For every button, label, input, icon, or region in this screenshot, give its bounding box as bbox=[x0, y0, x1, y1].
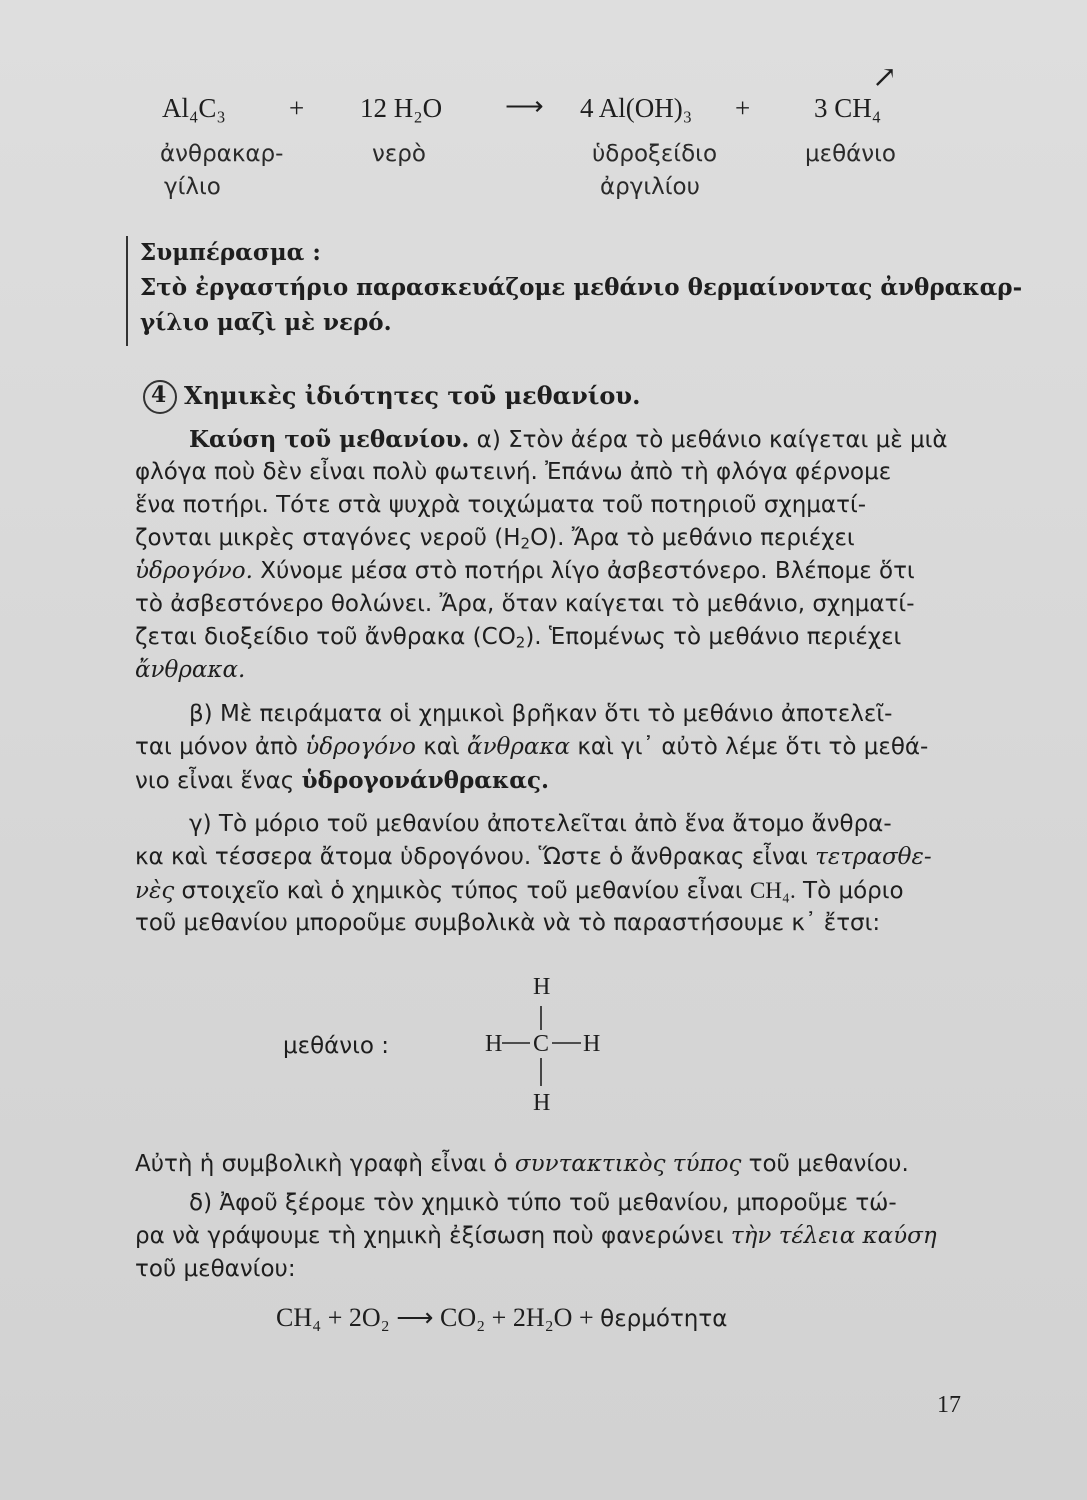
para-a-line-8 bbox=[135, 654, 245, 687]
para-d-complete-combustion: τὴν τέλεια καύση bbox=[730, 1223, 937, 1249]
para-b-line-3 bbox=[135, 764, 549, 798]
para-a-l7b: ). Ἑπομένως τὸ μεθάνιο περιέχει bbox=[525, 624, 902, 650]
eq-term-methane: 3 CH₄ bbox=[814, 93, 882, 123]
para-c-l3a: στοιχεῖο καὶ ὁ χημικὸς τύπος τοῦ μεθανίου εἶναι bbox=[174, 878, 750, 904]
para-a-rest: α) Στὸν ἀέρα τὸ μεθάνιο καίγεται μὲ μιὰ bbox=[469, 427, 948, 453]
structure-h-left: H bbox=[485, 1031, 503, 1057]
eq-plus-1: + bbox=[289, 93, 305, 123]
after-l1b: τοῦ μεθανίου. bbox=[741, 1151, 909, 1177]
label-hydroxide-1: ὑδροξείδιο bbox=[592, 141, 718, 167]
eq-term-al4c3: Al₄C₃ bbox=[162, 93, 226, 123]
para-d-l2a: ρα νὰ γράψουμε τὴ χημικὴ ἐξίσωση ποὺ φανερώνει bbox=[135, 1223, 731, 1249]
eq-term-water: 12 H₂O bbox=[360, 93, 443, 123]
comb-heat: θερμότητα bbox=[600, 1306, 728, 1332]
structure-label: μεθάνιο : bbox=[283, 1033, 390, 1059]
para-a-line-5 bbox=[135, 555, 915, 588]
para-a-bold: Καύση τοῦ μεθανίου. bbox=[189, 426, 470, 453]
para-c-line-3 bbox=[135, 874, 904, 908]
label-methane: μεθάνιο bbox=[805, 141, 897, 167]
label-hydroxide-2: ἀργιλίου bbox=[600, 174, 700, 200]
comb-h2o: 2H₂O bbox=[512, 1303, 573, 1332]
para-c-line-2 bbox=[135, 841, 932, 874]
para-a-carbon: ἄνθρακα. bbox=[135, 657, 246, 683]
after-structural-formula: συντακτικὸς τύπος bbox=[514, 1151, 742, 1177]
after-l1a: Αὐτὴ ἡ συμβολικὴ γραφὴ εἶναι ὁ bbox=[135, 1151, 515, 1177]
conclusion-bar bbox=[126, 236, 128, 346]
para-d-line-1: δ) Ἀφοῦ ξέρομε τὸν χημικὸ τύπο τοῦ μεθανίου, μποροῦμε τώ- bbox=[189, 1190, 897, 1216]
para-b-l2b: καὶ bbox=[415, 734, 468, 760]
para-a-hydrogen: ὑδρογόνο. bbox=[135, 558, 253, 584]
gas-arrow-icon: ↗ bbox=[872, 60, 898, 95]
para-b-line-1: β) Μὲ πειράματα οἱ χημικοὶ βρῆκαν ὅτι τὸ μεθάνιο ἀποτελεῖ- bbox=[189, 701, 893, 727]
para-b-l2c: καὶ γι᾽ αὐτὸ λέμε ὅτι τὸ μεθά- bbox=[570, 734, 929, 760]
para-c-tetravalent-2: νὲς bbox=[135, 878, 175, 904]
para-a-l7-sub: 2 bbox=[515, 633, 526, 652]
comb-co2: CO₂ bbox=[439, 1303, 486, 1332]
label-water: νερὸ bbox=[372, 141, 426, 167]
para-b-carbon: ἄνθρακα bbox=[467, 734, 571, 760]
para-a-l4a: ζονται μικρὲς σταγόνες νεροῦ (H bbox=[135, 525, 521, 551]
para-a-l4b: O). Ἄρα τὸ μεθάνιο περιέχει bbox=[530, 525, 855, 551]
comb-o2: 2O₂ bbox=[348, 1303, 390, 1332]
para-b-hydrocarbon: ὑδρογονάνθρακας. bbox=[301, 767, 549, 794]
comb-plus-2: + bbox=[491, 1303, 507, 1332]
conclusion-line-2: γίλιο μαζὶ μὲ νερό. bbox=[140, 309, 392, 336]
para-a-line-1 bbox=[189, 423, 948, 457]
para-c-line-1: γ) Τὸ μόριο τοῦ μεθανίου ἀποτελεῖται ἀπὸ ἕνα ἄτομο ἄνθρα- bbox=[189, 811, 892, 837]
conclusion-heading: Συμπέρασμα : bbox=[140, 239, 321, 266]
conclusion-line-1: Στὸ ἐργαστήριο παρασκευάζομε μεθάνιο θερμαίνοντας ἀνθρακαρ- bbox=[140, 274, 1023, 301]
structural-formula-sentence bbox=[135, 1148, 909, 1181]
comb-plus-3: + bbox=[578, 1303, 594, 1332]
para-d-line-2 bbox=[135, 1220, 937, 1253]
eq-arrow: ⟶ bbox=[505, 91, 544, 121]
para-c-line-4: τοῦ μεθανίου μποροῦμε συμβολικὰ νὰ τὸ παραστήσουμε κ᾽ ἔτσι: bbox=[135, 910, 881, 936]
label-aluminium-carbide-1: ἀνθρακαρ- bbox=[160, 141, 284, 167]
structure-h-right: H bbox=[583, 1031, 601, 1057]
para-b-hydrogen: ὑδρογόνο bbox=[305, 734, 416, 760]
eq-term-aluminium-hydroxide: 4 Al(OH)₃ bbox=[580, 93, 693, 123]
combustion-equation bbox=[276, 1303, 727, 1333]
para-d-line-3: τοῦ μεθανίου: bbox=[135, 1256, 296, 1282]
para-c-l3b: Τὸ μόριο bbox=[795, 878, 904, 904]
comb-plus-1: + bbox=[327, 1303, 343, 1332]
para-a-line-6: τὸ ἀσβεστόνερο θολώνει. Ἄρα, ὅταν καίγεται τὸ μεθάνιο, σχηματί- bbox=[135, 591, 915, 617]
para-a-l7a: ζεται διοξείδιο τοῦ ἄνθρακα (CO bbox=[135, 624, 516, 650]
para-c-formula: CH₄. bbox=[749, 878, 796, 903]
label-aluminium-carbide-2: γίλιο bbox=[164, 174, 221, 200]
eq-plus-2: + bbox=[735, 93, 751, 123]
para-a-line-7 bbox=[135, 621, 901, 660]
section-title: Χημικὲς ἰδιότητες τοῦ μεθανίου. bbox=[184, 381, 641, 410]
structure-h-top: H bbox=[533, 974, 551, 1000]
para-c-l2a: κα καὶ τέσσερα ἄτομα ὑδρογόνου. Ὥστε ὁ ἄνθρακας εἶναι bbox=[135, 844, 816, 870]
para-c-tetravalent-1: τετρασθε- bbox=[815, 844, 932, 870]
structure-c: C bbox=[533, 1031, 550, 1057]
para-a-line-2: φλόγα ποὺ δὲν εἶναι πολὺ φωτεινή. Ἐπάνω ἀπὸ τὴ φλόγα φέρνομε bbox=[135, 459, 892, 485]
structure-bonds bbox=[480, 990, 610, 1100]
comb-ch4: CH₄ bbox=[276, 1303, 322, 1332]
para-a-l5-rest: Χύνομε μέσα στὸ ποτήρι λίγο ἀσβεστόνερο. Βλέπομε ὅτι bbox=[252, 558, 915, 584]
section-number: 4 bbox=[151, 382, 167, 408]
para-a-line-3: ἕνα ποτήρι. Τότε στὰ ψυχρὰ τοιχώματα τοῦ ποτηριοῦ σχηματί- bbox=[135, 492, 867, 518]
para-b-l3a: νιο εἶναι ἕνας bbox=[135, 768, 302, 794]
para-b-l2a: ται μόνον ἀπὸ bbox=[135, 734, 306, 760]
comb-arrow: ⟶ bbox=[396, 1303, 434, 1332]
structure-h-bottom: H bbox=[533, 1090, 551, 1116]
page-number: 17 bbox=[937, 1392, 961, 1418]
para-b-line-2 bbox=[135, 731, 928, 764]
para-a-l4-sub: 2 bbox=[520, 534, 531, 553]
